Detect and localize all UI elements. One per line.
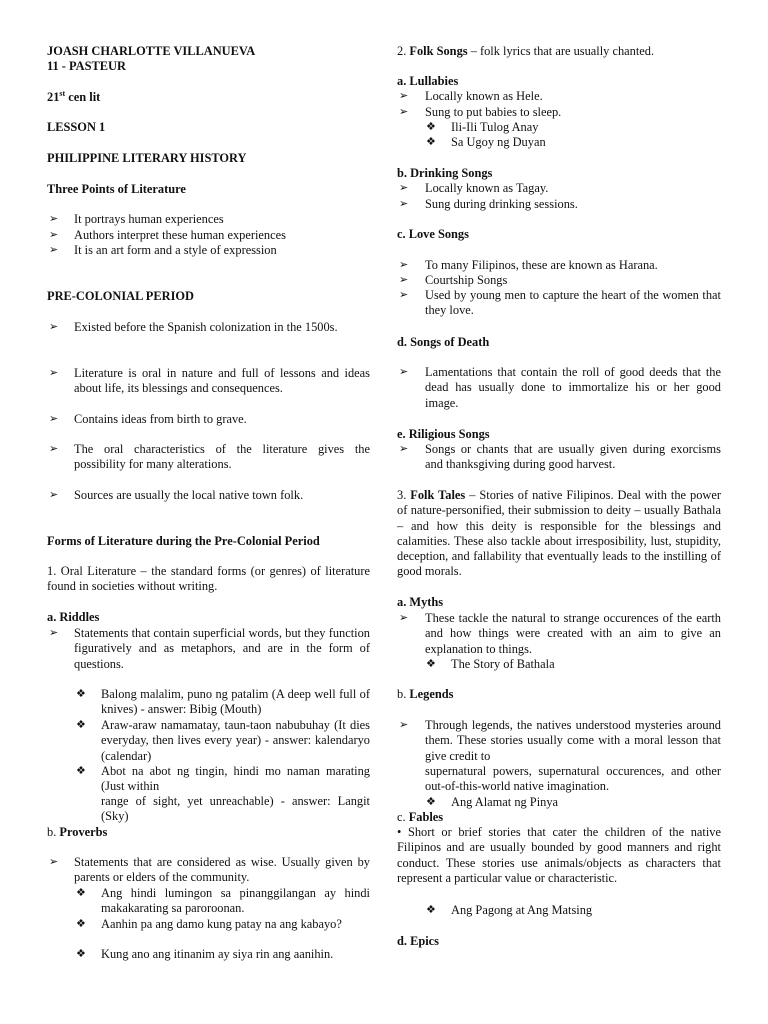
- list-item: ➢ To many Filipinos, these are known as Harana.: [399, 258, 658, 272]
- diamond-bullet-icon: ❖: [426, 796, 436, 808]
- arrow-bullet-icon: ➢: [49, 443, 59, 455]
- riddle-example-continued: range of sight, yet unreachable) - answer: Langit (Sky): [101, 794, 370, 824]
- riddles-heading: a. Riddles: [47, 610, 100, 624]
- folk-songs-heading: 2. Folk Songs – folk lyrics that are usually chanted.: [397, 44, 655, 58]
- arrow-bullet-icon: ➢: [399, 106, 409, 118]
- course-title: 21st cen lit: [47, 88, 101, 104]
- diamond-bullet-icon: ❖: [426, 658, 436, 670]
- arrow-bullet-icon: ➢: [49, 367, 59, 379]
- arrow-bullet-icon: ➢: [399, 90, 409, 102]
- arrow-bullet-icon: ➢: [49, 244, 59, 256]
- diamond-bullet-icon: ❖: [76, 688, 86, 700]
- riddle-example: ❖ Araw-araw namamatay, taun-taon nabubuhay (It dies everyday, then lives every year) - answer: kalendaryo (calendar): [76, 718, 370, 763]
- diamond-bullet-icon: ❖: [76, 918, 86, 930]
- forms-heading: Forms of Literature during the Pre-Colonial Period: [47, 534, 320, 548]
- arrow-bullet-icon: ➢: [399, 719, 409, 731]
- fables-paragraph: • Short or brief stories that cater the children of the native Filipinos and are usually bounded by good manners and right conduct. These stories use animals/objects as characters that represent a particular value or characteristic.: [397, 825, 721, 885]
- list-item: ➢ Sources are usually the local native town folk.: [49, 488, 304, 502]
- list-item: ➢ Locally known as Tagay.: [399, 181, 549, 195]
- dot-bullet-icon: •: [397, 825, 402, 839]
- legends-heading: b. Legends: [397, 687, 454, 701]
- arrow-bullet-icon: ➢: [49, 627, 59, 639]
- fable-example: ❖ Ang Pagong at Ang Matsing: [426, 903, 593, 917]
- lullaby-example: ❖ Sa Ugoy ng Duyan: [426, 135, 546, 149]
- arrow-bullet-icon: ➢: [399, 612, 409, 624]
- list-item: ➢ Through legends, the natives understood mysteries around them. These stories usually come with a moral lesson that give credit to: [399, 718, 721, 763]
- list-item: ➢ Literature is oral in nature and full of lessons and ideas about life, its blessings and consequences.: [49, 366, 370, 396]
- drinking-songs-heading: b. Drinking Songs: [397, 166, 493, 180]
- religious-songs-heading: e. Riligious Songs: [397, 427, 490, 441]
- three-points-heading: Three Points of Literature: [47, 182, 186, 196]
- list-item: ➢ Authors interpret these human experiences: [49, 228, 286, 242]
- arrow-bullet-icon: ➢: [49, 321, 59, 333]
- student-name: JOASH CHARLOTTE VILLANUEVA: [47, 44, 256, 58]
- arrow-bullet-icon: ➢: [49, 413, 59, 425]
- arrow-bullet-icon: ➢: [399, 259, 409, 271]
- diamond-bullet-icon: ❖: [76, 719, 86, 731]
- arrow-bullet-icon: ➢: [399, 198, 409, 210]
- riddle-example: ❖ Abot na abot ng tingin, hindi mo naman marating (Just within: [76, 764, 370, 794]
- arrow-bullet-icon: ➢: [49, 213, 59, 225]
- list-item: ➢ It portrays human experiences: [49, 212, 224, 226]
- arrow-bullet-icon: ➢: [399, 274, 409, 286]
- list-item: ➢ Sung to put babies to sleep.: [399, 105, 562, 119]
- love-songs-heading: c. Love Songs: [397, 227, 469, 241]
- arrow-bullet-icon: ➢: [399, 182, 409, 194]
- oral-literature-paragraph: 1. Oral Literature – the standard forms (or genres) of literature found in societies without writing.: [47, 564, 370, 594]
- arrow-bullet-icon: ➢: [49, 856, 59, 868]
- epics-heading: d. Epics: [397, 934, 440, 948]
- songs-of-death-heading: d. Songs of Death: [397, 335, 490, 349]
- diamond-bullet-icon: ❖: [76, 948, 86, 960]
- proverb-example: ❖ Ang hindi lumingon sa pinanggilangan ay hindi makakarating sa paroroonan.: [76, 886, 370, 916]
- diamond-bullet-icon: ❖: [426, 136, 436, 148]
- riddles-description: ➢ Statements that contain superficial words, but they function figuratively and as metaphors, and are in the form of questions.: [49, 626, 370, 671]
- list-item: ➢ Sung during drinking sessions.: [399, 197, 578, 211]
- list-item: ➢ Courtship Songs: [399, 273, 508, 287]
- list-item: ➢ It is an art form and a style of expression: [49, 243, 277, 257]
- fables-heading: c. Fables: [397, 810, 444, 824]
- diamond-bullet-icon: ❖: [426, 121, 436, 133]
- lullaby-example: ❖ Ili-Ili Tulog Anay: [426, 120, 539, 134]
- legends-continued: supernatural powers, supernatural occurences, and other out-of-this-world native imagination.: [425, 764, 721, 794]
- page-title: PHILIPPINE LITERARY HISTORY: [47, 151, 247, 165]
- list-item: ➢ Locally known as Hele.: [399, 89, 543, 103]
- list-item: ➢ Lamentations that contain the roll of good deeds that the dead has usually done to immortalize his or her good image.: [399, 365, 721, 410]
- myths-heading: a. Myths: [397, 595, 444, 609]
- precolonial-heading: PRE-COLONIAL PERIOD: [47, 289, 194, 303]
- lullabies-heading: a. Lullabies: [397, 74, 459, 88]
- list-item: ➢ Used by young men to capture the heart of the women that they love.: [399, 288, 721, 318]
- list-item: ➢ Contains ideas from birth to grave.: [49, 412, 247, 426]
- lesson-number: LESSON 1: [47, 120, 106, 134]
- arrow-bullet-icon: ➢: [399, 443, 409, 455]
- list-item: ➢ Existed before the Spanish colonization in the 1500s.: [49, 320, 338, 334]
- legend-example: ❖ Ang Alamat ng Pinya: [426, 795, 559, 809]
- arrow-bullet-icon: ➢: [399, 366, 409, 378]
- list-item: ➢ Songs or chants that are usually given during exorcisms and thanksgiving during good harvest.: [399, 442, 721, 472]
- proverbs-heading: b. Proverbs: [47, 825, 108, 839]
- list-item: ➢ The oral characteristics of the literature gives the possibility for many alterations.: [49, 442, 370, 472]
- student-section: 11 - PASTEUR: [47, 59, 126, 73]
- proverbs-description: ➢ Statements that are considered as wise. Usually given by parents or elders of the community.: [49, 855, 370, 885]
- diamond-bullet-icon: ❖: [426, 904, 436, 916]
- arrow-bullet-icon: ➢: [399, 289, 409, 301]
- arrow-bullet-icon: ➢: [49, 229, 59, 241]
- diamond-bullet-icon: ❖: [76, 887, 86, 899]
- arrow-bullet-icon: ➢: [49, 489, 59, 501]
- myth-example: ❖ The Story of Bathala: [426, 657, 555, 671]
- list-item: ➢ These tackle the natural to strange occurences of the earth and how things were created with an aim to give an explanation to things.: [399, 611, 721, 656]
- proverb-example: ❖ Aanhin pa ang damo kung patay na ang kabayo?: [76, 917, 342, 931]
- folk-tales-paragraph: 3. Folk Tales – Stories of native Filipinos. Deal with the power of nature-personified, their submission to deity – usually Bathala – and how this deity is responsible for the blessings and calamities. These also tackle about irresposibility, lust, stupidity, deception, and fallability that eventually leads to the instilling of good morals.: [397, 488, 722, 579]
- diamond-bullet-icon: ❖: [76, 765, 86, 777]
- riddle-example: ❖ Balong malalim, puno ng patalim (A deep well full of knives) - answer: Bibig (Mouth): [76, 687, 370, 717]
- proverb-example: ❖ Kung ano ang itinanim ay siya rin ang aanihin.: [76, 947, 334, 961]
